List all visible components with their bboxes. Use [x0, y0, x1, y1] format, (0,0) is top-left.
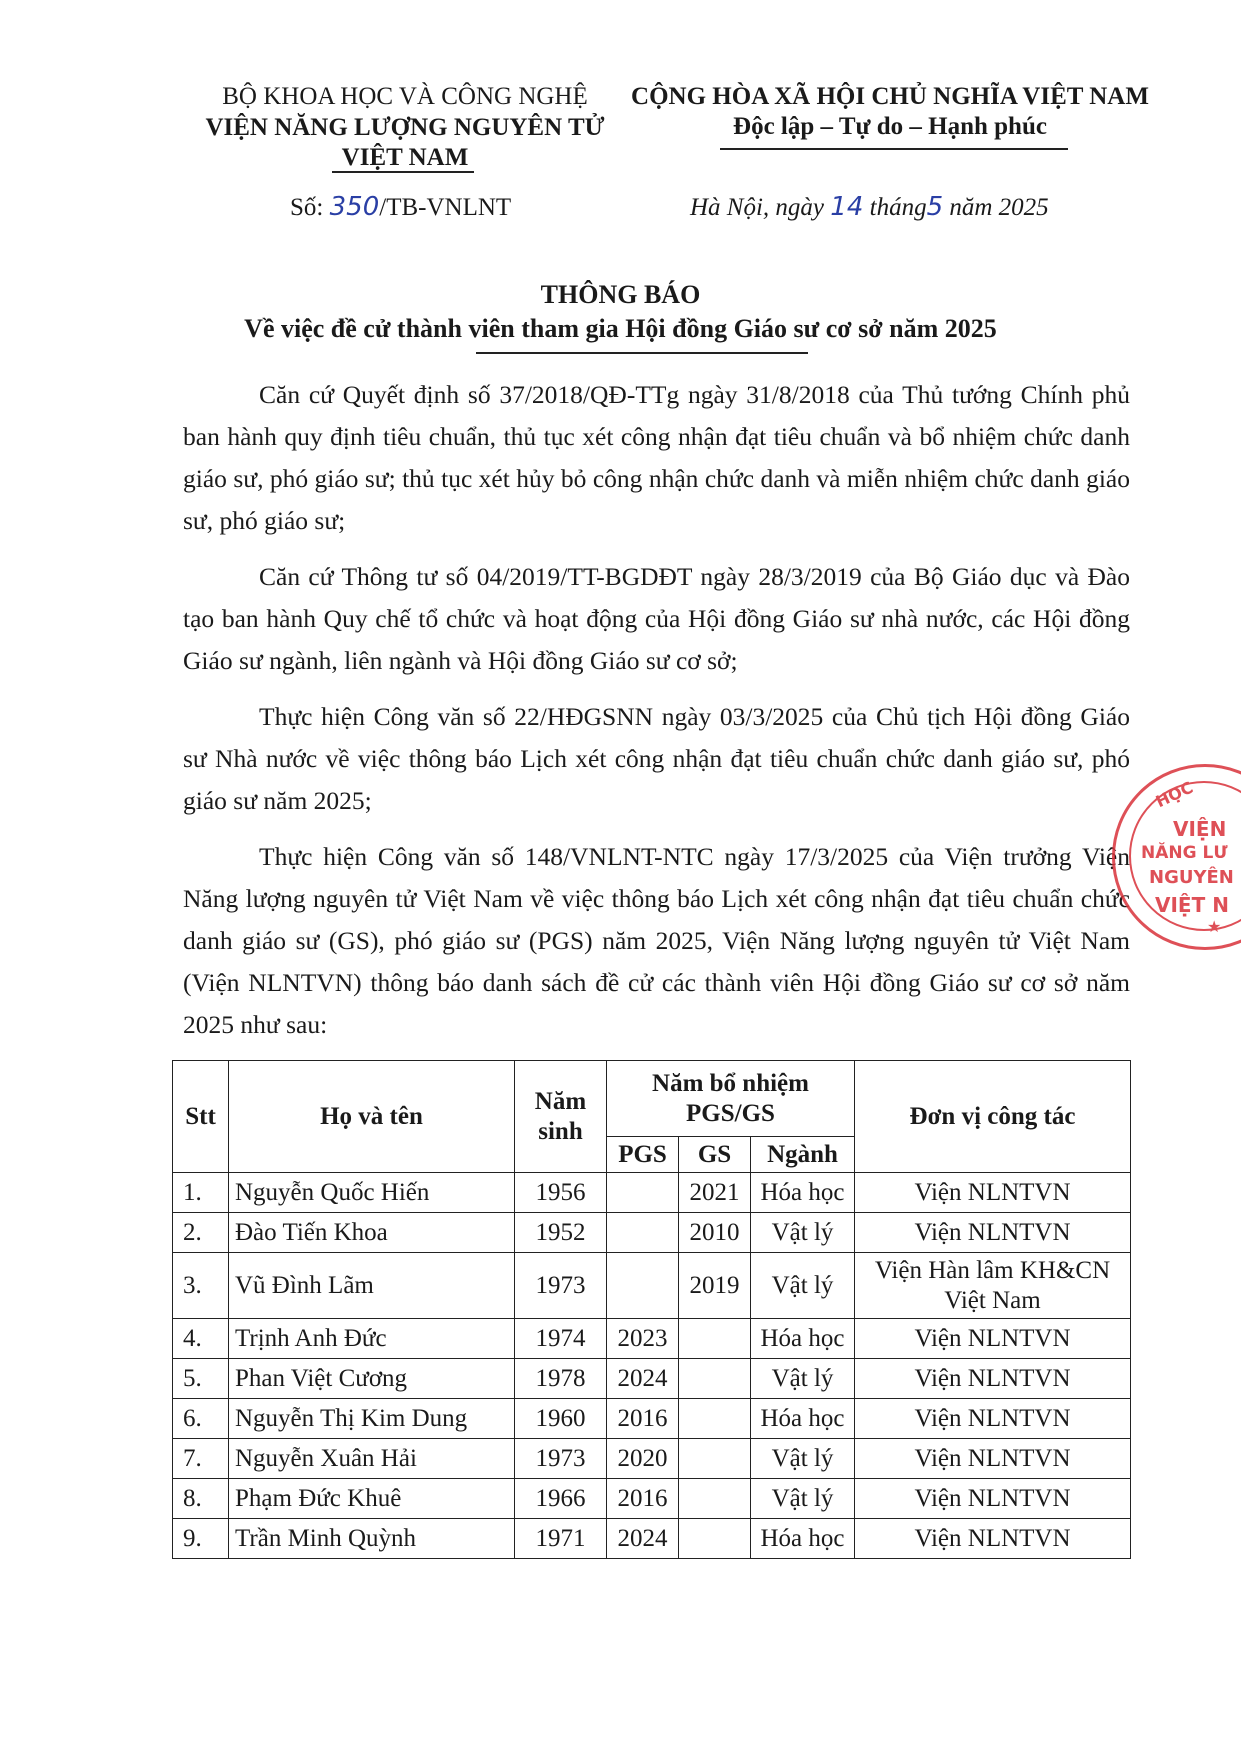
cell-pgs-year [607, 1213, 679, 1253]
cell-gs-year [679, 1359, 751, 1399]
number-suffix: /TB-VNLNT [379, 194, 512, 221]
cell-name: Đào Tiến Khoa [229, 1213, 515, 1253]
cell-gs-year [679, 1519, 751, 1559]
cell-gs-year [679, 1399, 751, 1439]
cell-field: Vật lý [751, 1359, 855, 1399]
table-header-row [173, 1061, 1131, 1137]
cell-name: Vũ Đình Lãm [229, 1253, 515, 1319]
table-row [173, 1439, 1131, 1479]
cell-stt: 4. [173, 1319, 229, 1359]
table-row [173, 1399, 1131, 1439]
cell-pgs-year [607, 1253, 679, 1319]
cell-stt: 7. [173, 1439, 229, 1479]
cell-stt: 3. [173, 1253, 229, 1319]
cell-stt: 1. [173, 1173, 229, 1213]
date-day-handwritten: 14 [830, 192, 864, 222]
table-row [173, 1319, 1131, 1359]
document-number [290, 192, 511, 222]
document-title: THÔNG BÁO [540, 280, 701, 309]
document-date [690, 192, 1049, 222]
cell-gs-year: 2019 [679, 1253, 751, 1319]
cell-gs-year: 2021 [679, 1173, 751, 1213]
motto-underline [720, 148, 1068, 150]
cell-name: Trịnh Anh Đức [229, 1319, 515, 1359]
number-handwritten: 350 [329, 192, 380, 222]
cell-birth-year: 1978 [515, 1359, 607, 1399]
date-mid: tháng [863, 194, 927, 221]
header-field: Ngành [751, 1137, 855, 1173]
document-subtitle: Về việc đề cử thành viên tham gia Hội đồng Giáo sư cơ sở năm 2025 [244, 314, 997, 343]
seal-line-2: NĂNG LƯ [1141, 843, 1228, 863]
institute-name-line2: VIỆT NAM [341, 144, 469, 171]
cell-stt: 2. [173, 1213, 229, 1253]
header-gs: GS [679, 1137, 751, 1173]
cell-stt: 5. [173, 1359, 229, 1399]
cell-name: Phan Việt Cương [229, 1359, 515, 1399]
paragraph-decision: Căn cứ Quyết định số 37/2018/QĐ-TTg ngày 31/8/2018 của Thủ tướng Chính phủ ban hành quy định tiêu chuẩn, thủ tục xét công nhận đạt tiêu chuẩn và bổ nhiệm chức danh giáo sư, phó giáo sư; thủ tục xét hủy bỏ công nhận chức danh và miễn nhiệm chức danh giáo sư, phó giáo sư; [183, 380, 1130, 535]
cell-name: Nguyễn Thị Kim Dung [229, 1399, 515, 1439]
cell-name: Nguyễn Xuân Hải [229, 1439, 515, 1479]
cell-birth-year: 1971 [515, 1519, 607, 1559]
seal-line-4: VIỆT N [1155, 893, 1229, 917]
cell-field: Hóa học [751, 1399, 855, 1439]
cell-pgs-year: 2023 [607, 1319, 679, 1359]
cell-work-unit: Viện NLNTVN [855, 1213, 1131, 1253]
table-row [173, 1173, 1131, 1213]
cell-birth-year: 1974 [515, 1319, 607, 1359]
cell-work-unit: Viện NLNTVN [855, 1173, 1131, 1213]
paragraph-official-letter-2: Thực hiện Công văn số 148/VNLNT-NTC ngày 17/3/2025 của Viện trưởng Viện Năng lượng nguyên tử Việt Nam về việc thông báo Lịch xét công nhận đạt tiêu chuẩn chức danh giáo sư (GS), phó giáo sư (PGS) năm 2025, Viện Năng lượng nguyên tử Việt Nam (Viện NLNTVN) thông báo danh sách đề cử các thành viên Hội đồng Giáo sư cơ sở năm 2025 như sau: [183, 842, 1130, 1039]
institute-underline [332, 171, 474, 173]
header-stt: Stt [173, 1061, 229, 1173]
country-name: CỘNG HÒA XÃ HỘI CHỦ NGHĨA VIỆT NAM [631, 83, 1149, 110]
seal-line-1: VIỆN [1173, 817, 1227, 841]
cell-name: Trần Minh Quỳnh [229, 1519, 515, 1559]
cell-work-unit: Viện NLNTVN [855, 1319, 1131, 1359]
date-prefix: Hà Nội, ngày [690, 194, 831, 221]
cell-field: Vật lý [751, 1213, 855, 1253]
cell-name: Phạm Đức Khuê [229, 1479, 515, 1519]
table-body [173, 1173, 1131, 1559]
seal-star-icon: ★ [1207, 919, 1222, 936]
cell-birth-year: 1952 [515, 1213, 607, 1253]
cell-stt: 8. [173, 1479, 229, 1519]
cell-field: Vật lý [751, 1253, 855, 1319]
header-birth-year: Năm sinh [515, 1061, 607, 1173]
table-row [173, 1479, 1131, 1519]
cell-pgs-year: 2016 [607, 1479, 679, 1519]
paragraph-official-letter-1: Thực hiện Công văn số 22/HĐGSNN ngày 03/3/2025 của Chủ tịch Hội đồng Giáo sư Nhà nước về việc thông báo Lịch xét công nhận đạt tiêu chuẩn chức danh giáo sư, phó giáo sư năm 2025; [183, 702, 1130, 815]
cell-work-unit: Viện NLNTVN [855, 1399, 1131, 1439]
cell-gs-year [679, 1479, 751, 1519]
table-row [173, 1359, 1131, 1399]
number-prefix: Số: [290, 194, 330, 221]
cell-work-unit: Viện NLNTVN [855, 1519, 1131, 1559]
table-row [173, 1213, 1131, 1253]
cell-birth-year: 1966 [515, 1479, 607, 1519]
cell-birth-year: 1960 [515, 1399, 607, 1439]
cell-name: Nguyễn Quốc Hiến [229, 1173, 515, 1213]
date-month-handwritten: 5 [926, 192, 944, 222]
cell-pgs-year: 2024 [607, 1519, 679, 1559]
cell-field: Hóa học [751, 1319, 855, 1359]
paragraph-circular: Căn cứ Thông tư số 04/2019/TT-BGDĐT ngày 28/3/2019 của Bộ Giáo dục và Đào tạo ban hành Quy chế tổ chức và hoạt động của Hội đồng Giáo sư nhà nước, các Hội đồng Giáo sư ngành, liên ngành và Hội đồng Giáo sư cơ sở; [183, 562, 1130, 675]
cell-birth-year: 1973 [515, 1439, 607, 1479]
date-suffix: năm 2025 [943, 194, 1049, 221]
header-work-unit: Đơn vị công tác [855, 1061, 1131, 1173]
cell-birth-year: 1973 [515, 1253, 607, 1319]
cell-pgs-year: 2016 [607, 1399, 679, 1439]
institute-name [195, 113, 615, 173]
national-motto: Độc lập – Tự do – Hạnh phúc [733, 113, 1047, 140]
cell-work-unit: Viện NLNTVN [855, 1359, 1131, 1399]
header-name: Họ và tên [229, 1061, 515, 1173]
cell-work-unit: Viện Hàn lâm KH&CN Việt Nam [855, 1253, 1131, 1319]
cell-gs-year: 2010 [679, 1213, 751, 1253]
cell-field: Vật lý [751, 1479, 855, 1519]
seal-line-3: NGUYÊN [1149, 867, 1234, 888]
cell-field: Vật lý [751, 1439, 855, 1479]
institute-name-line1: VIỆN NĂNG LƯỢNG NGUYÊN TỬ [205, 114, 605, 141]
table-row [173, 1253, 1131, 1319]
cell-stt: 6. [173, 1399, 229, 1439]
cell-field: Hóa học [751, 1519, 855, 1559]
official-seal [1112, 764, 1241, 950]
header-pgs: PGS [607, 1137, 679, 1173]
cell-pgs-year: 2020 [607, 1439, 679, 1479]
cell-field: Hóa học [751, 1173, 855, 1213]
header-appointment-year: Năm bổ nhiệm PGS/GS [607, 1061, 855, 1137]
table-row [173, 1519, 1131, 1559]
ministry-name: BỘ KHOA HỌC VÀ CÔNG NGHỆ [222, 83, 588, 110]
seal-top-arc: HỌC [1152, 777, 1196, 812]
cell-work-unit: Viện NLNTVN [855, 1439, 1131, 1479]
cell-pgs-year: 2024 [607, 1359, 679, 1399]
cell-gs-year [679, 1439, 751, 1479]
cell-pgs-year [607, 1173, 679, 1213]
cell-work-unit: Viện NLNTVN [855, 1479, 1131, 1519]
cell-gs-year [679, 1319, 751, 1359]
cell-stt: 9. [173, 1519, 229, 1559]
subtitle-underline [476, 352, 808, 354]
cell-birth-year: 1956 [515, 1173, 607, 1213]
nominee-table [172, 1060, 1131, 1559]
